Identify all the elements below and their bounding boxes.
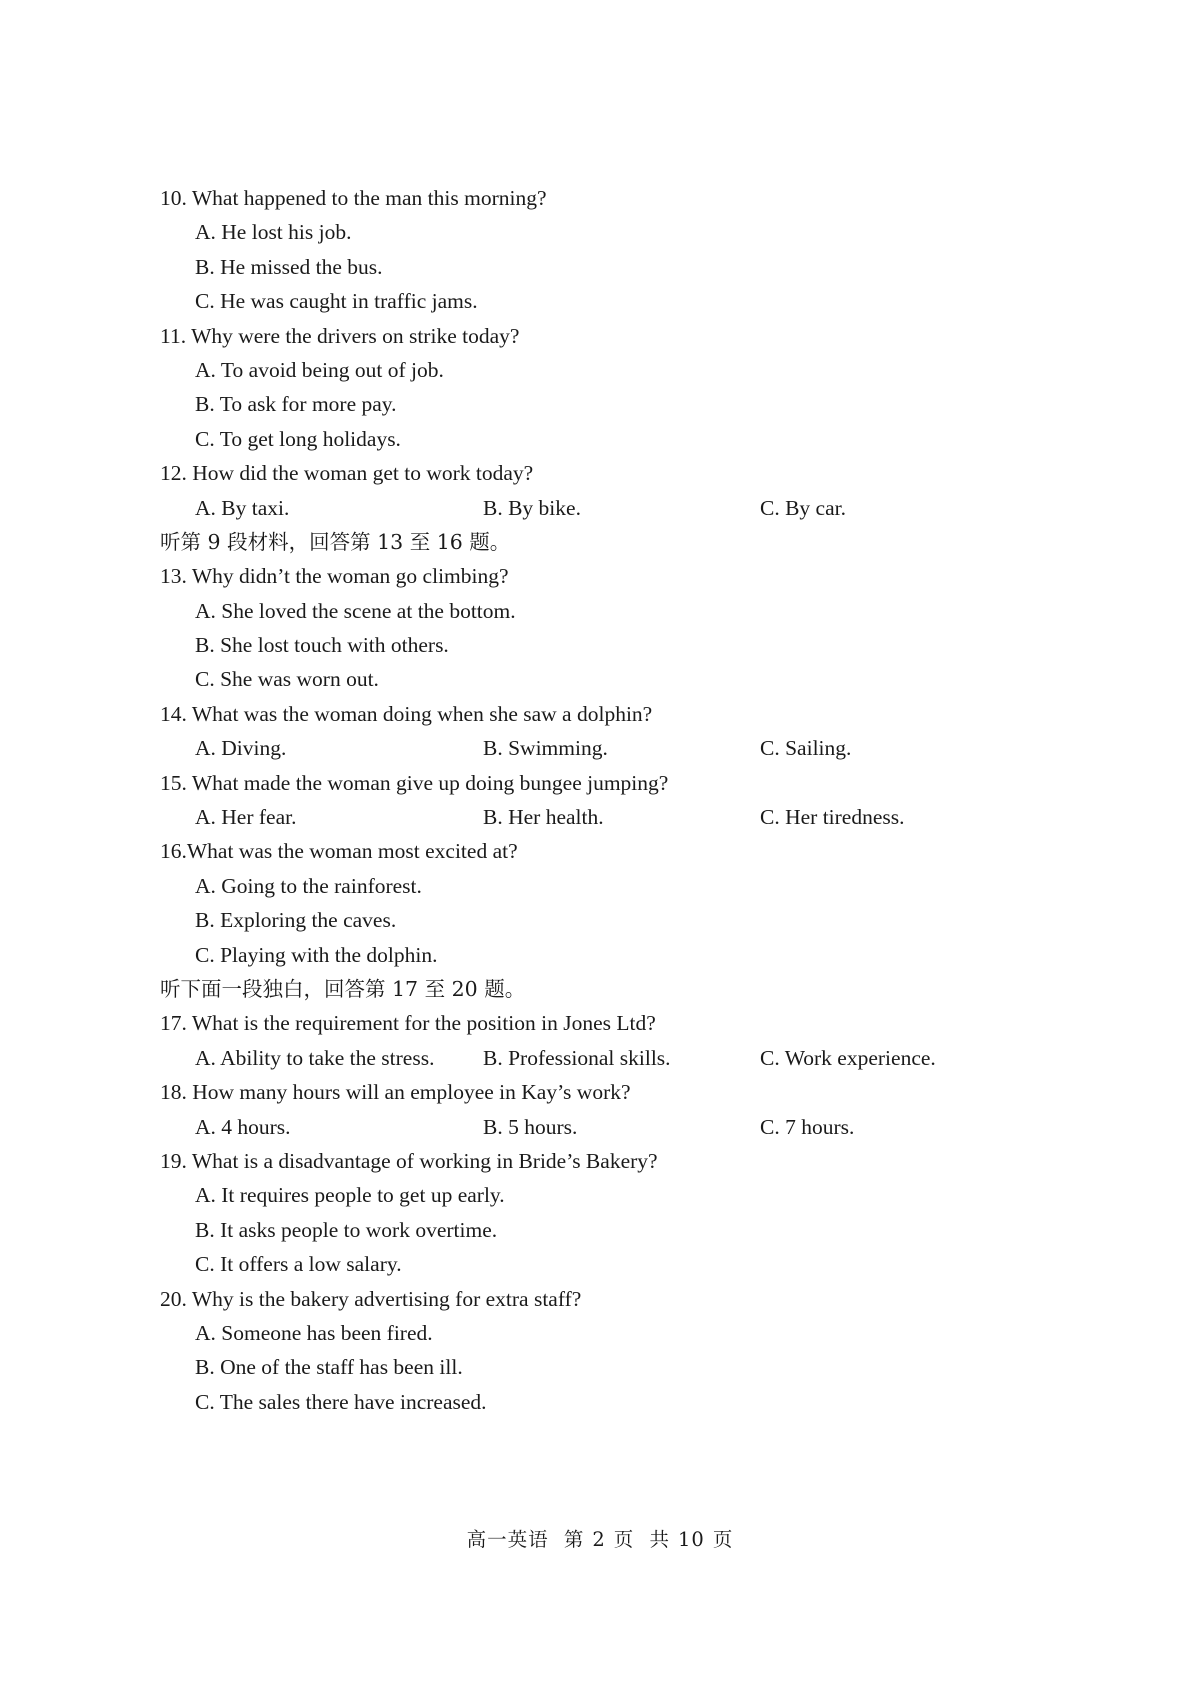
question-11-option-c: C. To get long holidays. bbox=[195, 426, 401, 451]
footer-page-number: 2 bbox=[592, 1528, 606, 1551]
question-13-option-b: B. She lost touch with others. bbox=[195, 633, 449, 658]
question-list bbox=[160, 181, 1060, 1419]
question-16-option-c: C. Playing with the dolphin. bbox=[195, 942, 438, 967]
question-18-options bbox=[160, 1110, 1060, 1144]
footer-page-prefix: 第 bbox=[563, 1528, 585, 1551]
question-19-stem: 19. What is a disadvantage of working in Bride’s Bakery? bbox=[160, 1148, 658, 1173]
question-14-option-a: A. Diving. bbox=[195, 736, 287, 761]
question-15-stem: 15. What made the woman give up doing bungee jumping? bbox=[160, 770, 669, 795]
question-19-option-b: B. It asks people to work overtime. bbox=[195, 1217, 498, 1242]
question-11-stem: 11. Why were the drivers on strike today? bbox=[160, 323, 520, 348]
question-16-option-b: B. Exploring the caves. bbox=[195, 908, 397, 933]
question-13-stem: 13. Why didn’t the woman go climbing? bbox=[160, 564, 509, 589]
question-20-option-c: C. The sales there have increased. bbox=[195, 1389, 487, 1414]
question-20-option-b: B. One of the staff has been ill. bbox=[195, 1355, 463, 1380]
question-15-option-c: C. Her tiredness. bbox=[760, 805, 905, 830]
footer-total-pages: 10 bbox=[678, 1528, 705, 1551]
page-footer bbox=[0, 1524, 1200, 1552]
question-16-option-a: A. Going to the rainforest. bbox=[195, 873, 422, 898]
footer-total-suffix: 页 bbox=[712, 1528, 734, 1551]
question-19-option-a: A. It requires people to get up early. bbox=[195, 1183, 505, 1208]
question-17-stem: 17. What is the requirement for the position in Jones Ltd? bbox=[160, 1011, 656, 1036]
question-14-stem: 14. What was the woman doing when she saw a dolphin? bbox=[160, 701, 653, 726]
question-10-option-b: B. He missed the bus. bbox=[195, 254, 383, 279]
section-instruction-13-16: 听第 9 段材料，回答第 13 至 16 题。 bbox=[160, 529, 511, 554]
question-14-option-c: C. Sailing. bbox=[760, 736, 852, 761]
section-instruction-17-20: 听下面一段独白，回答第 17 至 20 题。 bbox=[160, 976, 526, 1001]
question-18-option-b: B. 5 hours. bbox=[483, 1114, 578, 1139]
footer-subject: 高一英语 bbox=[466, 1528, 549, 1551]
question-10-option-c: C. He was caught in traffic jams. bbox=[195, 289, 478, 314]
question-14-option-b: B. Swimming. bbox=[483, 736, 608, 761]
question-18-stem: 18. How many hours will an employee in Kay’s work? bbox=[160, 1080, 631, 1105]
question-12-option-c: C. By car. bbox=[760, 495, 846, 520]
question-15-option-a: A. Her fear. bbox=[195, 805, 297, 830]
question-13-option-a: A. She loved the scene at the bottom. bbox=[195, 598, 516, 623]
question-20-stem: 20. Why is the bakery advertising for extra staff? bbox=[160, 1286, 582, 1311]
footer-total-prefix: 共 bbox=[649, 1528, 671, 1551]
question-12-option-a: A. By taxi. bbox=[195, 495, 290, 520]
question-11-option-b: B. To ask for more pay. bbox=[195, 392, 397, 417]
question-12-stem: 12. How did the woman get to work today? bbox=[160, 461, 534, 486]
question-16-stem: 16.What was the woman most excited at? bbox=[160, 839, 518, 864]
footer-page-mid: 页 bbox=[613, 1528, 635, 1551]
question-10-option-a: A. He lost his job. bbox=[195, 220, 352, 245]
question-18-option-a: A. 4 hours. bbox=[195, 1114, 291, 1139]
question-17-options bbox=[160, 1041, 1060, 1075]
question-11-option-a: A. To avoid being out of job. bbox=[195, 357, 444, 382]
question-15-options bbox=[160, 800, 1060, 834]
question-17-option-a: A. Ability to take the stress. bbox=[195, 1045, 435, 1070]
question-17-option-b: B. Professional skills. bbox=[483, 1045, 671, 1070]
question-13-option-c: C. She was worn out. bbox=[195, 667, 379, 692]
question-12-options bbox=[160, 491, 1060, 525]
question-10-stem: 10. What happened to the man this morning? bbox=[160, 186, 547, 210]
question-12-option-b: B. By bike. bbox=[483, 495, 581, 520]
question-18-option-c: C. 7 hours. bbox=[760, 1114, 855, 1139]
question-15-option-b: B. Her health. bbox=[483, 805, 604, 830]
question-14-options bbox=[160, 731, 1060, 765]
question-19-option-c: C. It offers a low salary. bbox=[195, 1252, 402, 1277]
question-17-option-c: C. Work experience. bbox=[760, 1045, 936, 1070]
question-20-option-a: A. Someone has been fired. bbox=[195, 1320, 433, 1345]
